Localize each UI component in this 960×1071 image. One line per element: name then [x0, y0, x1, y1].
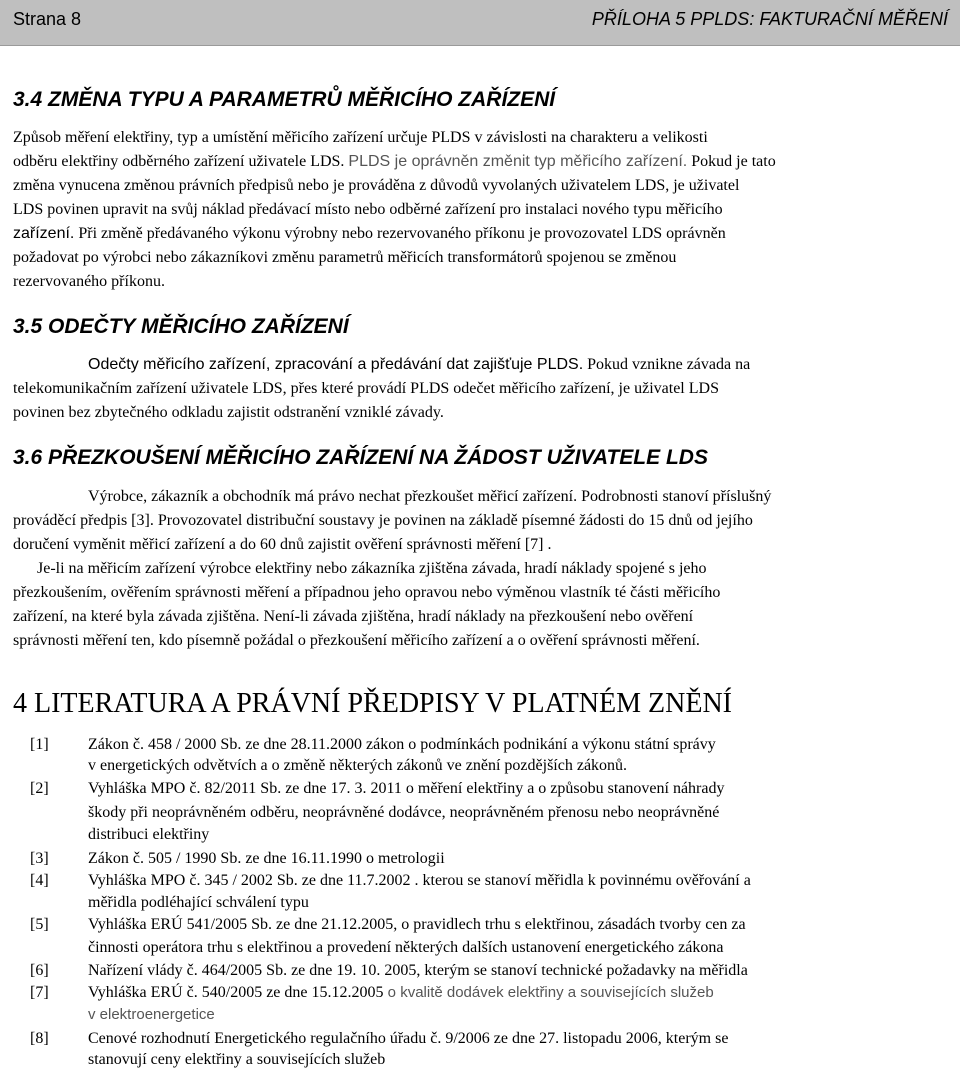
reference-8 [13, 1030, 728, 1048]
s34-line-5 [13, 225, 726, 243]
s34-line-6: požadovat po výrobci nebo zákazníkovi změnu parametrů měřicích transformátorů spojenou se změnou [13, 249, 677, 266]
s36-line-1: Výrobce, zákazník a obchodník má právo nechat přezkoušet měřicí zařízení. Podrobnosti stanoví příslušný [88, 488, 772, 505]
page-number: Strana 8 [13, 9, 82, 29]
reference-7-cont: v elektroenergetice [88, 1006, 215, 1023]
reference-2-cont-1: škody při neoprávněném odběru, neoprávněné dodávce, neoprávněném přenosu nebo neoprávněné [88, 804, 720, 821]
s36-line-7: správnosti měření ten, kdo písemně požádal o přezkoušení měřicího zařízení a o ověření správnosti měření. [13, 632, 700, 649]
s34-line-5a: zařízení. [13, 225, 75, 242]
reference-number: [8] [30, 1030, 49, 1047]
reference-number: [4] [30, 872, 49, 889]
reference-4-cont: měřidla podléhající schválení typu [88, 894, 309, 911]
reference-5 [13, 916, 746, 934]
reference-number: [3] [30, 850, 49, 867]
s34-line-4: LDS povinen upravit na svůj náklad předávací místo nebo odběrné zařízení pro instalaci nového typu měřicího [13, 201, 723, 218]
reference-1-cont: v energetických odvětvích a o změně některých zákonů ve znění pozdějších zákonů. [88, 757, 628, 774]
reference-number: [1] [30, 736, 49, 753]
document-title: PŘÍLOHA 5 PPLDS: FAKTURAČNÍ MĚŘENÍ [591, 9, 948, 29]
reference-7 [13, 984, 714, 1002]
s35-line-1a: Odečty měřicího zařízení, zpracování a předávání dat zajišťuje PLDS. [88, 356, 584, 373]
heading-3-5: 3.5 ODEČTY MĚŘICÍHO ZAŘÍZENÍ [13, 315, 349, 338]
s36-line-5: přezkoušením, ověřením správnosti měření a případnou jeho opravou nebo výměnou vlastník té části měřicího [13, 584, 721, 601]
reference-text: Vyhláška ERÚ 541/2005 Sb. ze dne 21.12.2005, o pravidlech trhu s elektřinou, zásadách tvorby cen za [88, 916, 746, 933]
s34-line-7: rezervovaného příkonu. [13, 273, 165, 290]
reference-4 [13, 872, 751, 890]
reference-2 [13, 780, 724, 798]
s35-line-2: telekomunikačním zařízení uživatele LDS, přes které provádí PLDS odečet měřicího zařízení, je uživatel LDS [13, 380, 719, 397]
reference-text: Cenové rozhodnutí Energetického regulačního úřadu č. 9/2006 ze dne 27. listopadu 2006, kterým se [88, 1030, 729, 1047]
reference-number: [7] [30, 984, 49, 1001]
s36-line-6: zařízení, na které byla závada zjištěna. Není-li závada zjištěna, hradí náklady na přezkoušení nebo ověření [13, 608, 694, 625]
s35-line-1 [88, 356, 750, 374]
reference-text: Vyhláška MPO č. 345 / 2002 Sb. ze dne 11.7.2002 . kterou se stanoví měřidla k povinnému ověřování a [88, 872, 751, 889]
s35-line-3: povinen bez zbytečného odkladu zajistit odstranění vzniklé závady. [13, 404, 444, 421]
s36-line-4: Je-li na měřicím zařízení výrobce elektřiny nebo zákazníka zjištěna závada, hradí náklady spojené s jeho [37, 560, 707, 577]
reference-number: [5] [30, 916, 49, 933]
s34-line-2c: Pokud je tato [687, 153, 776, 170]
s36-line-2: prováděcí předpis [3]. Provozovatel distribuční soustavy je povinen na základě písemné žádosti do 15 dnů od jejího [13, 512, 753, 529]
s34-line-5b: Při změně předávaného výkonu výrobny nebo rezervovaného příkonu je provozovatel LDS oprávněn [74, 225, 726, 242]
reference-6 [13, 962, 748, 980]
s34-line-2b: PLDS je oprávněn změnit typ měřicího zařízení. [348, 153, 688, 170]
reference-3 [13, 850, 445, 868]
reference-text: Zákon č. 458 / 2000 Sb. ze dne 28.11.2000 zákon o podmínkách podnikání a výkonu státní správy [88, 736, 716, 753]
reference-2-cont-2: distribuci elektřiny [88, 826, 210, 843]
reference-8-cont: stanovují ceny elektřiny a souvisejících služeb [88, 1051, 386, 1068]
s35-line-1b: Pokud vznikne závada na [583, 356, 751, 373]
reference-1 [13, 736, 716, 754]
s34-line-3: změna vynucena změnou právních předpisů nebo je prováděna z důvodů vyvolaných uživatelem LDS, je uživatel [13, 177, 740, 194]
reference-5-cont: činnosti operátora trhu s elektřinou a provedení některých dalších ustanovení energetického zákona [88, 939, 724, 956]
s34-line-1: Způsob měření elektřiny, typ a umístění měřicího zařízení určuje PLDS v závislosti na charakteru a velikosti [13, 129, 708, 146]
reference-text: Zákon č. 505 / 1990 Sb. ze dne 16.11.1990 o metrologii [88, 850, 445, 867]
s34-line-2 [13, 153, 776, 171]
reference-number: [6] [30, 962, 49, 979]
page-header [0, 0, 960, 46]
reference-text: Vyhláška MPO č. 82/2011 Sb. ze dne 17. 3. 2011 o měření elektřiny a o způsobu stanovení náhrady [88, 780, 725, 797]
s36-line-3: doručení vyměnit měřicí zařízení a do 60 dnů zajistit ověření správnosti měření [7] . [13, 536, 552, 553]
heading-3-4: 3.4 ZMĚNA TYPU A PARAMETRŮ MĚŘICÍHO ZAŘÍZENÍ [13, 88, 556, 111]
heading-3-6: 3.6 PŘEZKOUŠENÍ MĚŘICÍHO ZAŘÍZENÍ NA ŽÁDOST UŽIVATELE LDS [13, 446, 708, 469]
reference-number: [2] [30, 780, 49, 797]
heading-4: 4 LITERATURA A PRÁVNÍ PŘEDPISY V PLATNÉM ZNĚNÍ [13, 688, 732, 719]
reference-text: Nařízení vlády č. 464/2005 Sb. ze dne 19. 10. 2005, kterým se stanoví technické požadavky na měřidla [88, 962, 748, 979]
s34-line-2a: odběru elektřiny odběrného zařízení uživatele LDS. [13, 153, 349, 170]
reference-text-grey: o kvalitě dodávek elektřiny a souvisejících služeb [383, 984, 714, 1001]
reference-text: Vyhláška ERÚ č. 540/2005 ze dne 15.12.2005 [88, 984, 384, 1001]
